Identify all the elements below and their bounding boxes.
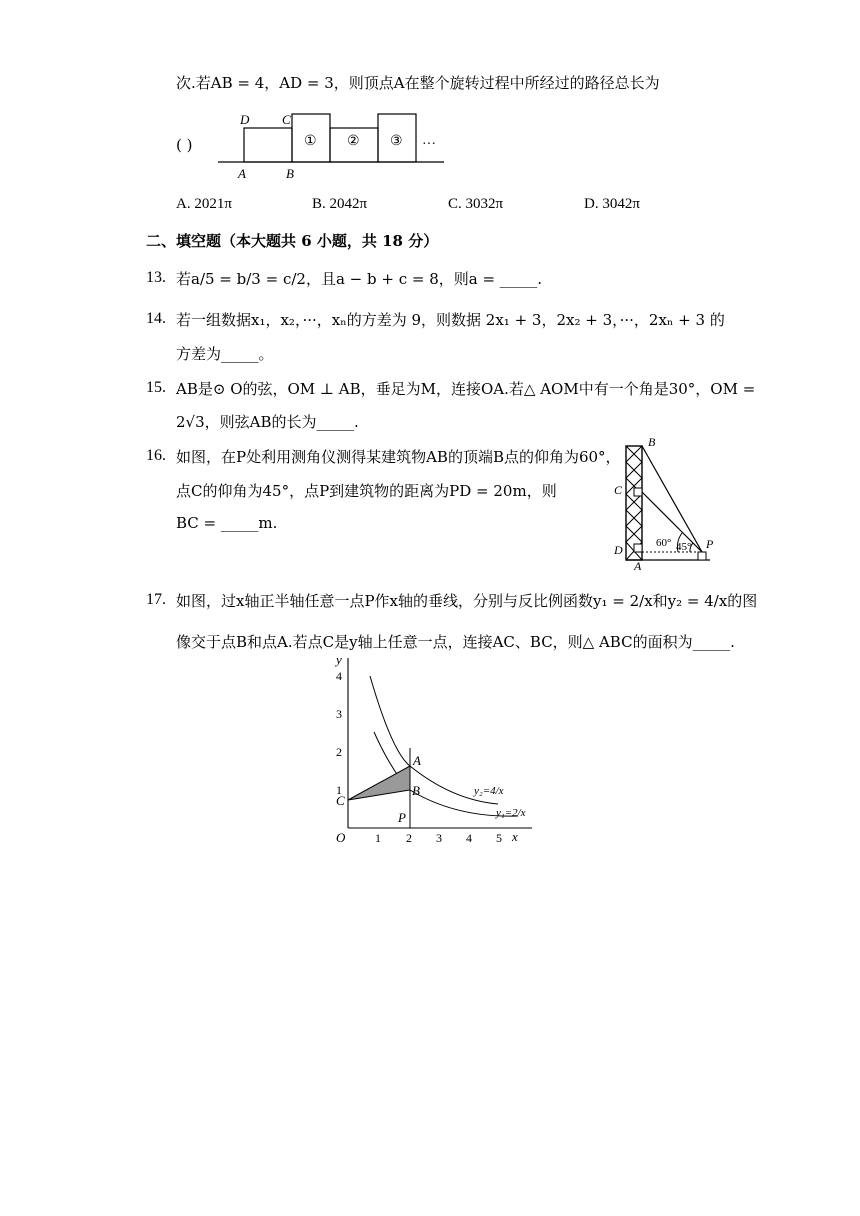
axis-y-label: y xyxy=(336,652,342,667)
y-tick-1: 1 xyxy=(336,783,342,797)
q14-line-1: 若一组数据x₁，x₂，···，xₙ的方差为 9，则数据 2x₁ + 3，2x₂ + 3，···，2xₙ + 3 的 xyxy=(176,311,725,329)
q13-line-1: 若a/5 = b/3 = c/2，且a − b + c = 8，则a = _____. xyxy=(176,270,543,288)
label-C: C xyxy=(282,112,291,127)
point-P: P xyxy=(398,810,406,825)
q12-option-b[interactable]: B. 2042π xyxy=(312,196,368,212)
q12-option-c[interactable]: C. 3032π xyxy=(448,196,504,212)
x-tick-5: 5 xyxy=(496,831,502,845)
label-3: ③ xyxy=(390,134,403,149)
q17-line-2: 像交于点B和点A.若点C是y轴上任意一点，连接AC、BC，则△ ABC的面积为_____. xyxy=(176,633,735,651)
q15-line-2: 2√3，则弦AB的长为_____. xyxy=(176,413,359,431)
q17-line-1: 如图，过x轴正半轴任意一点P作x轴的垂线，分别与反比例函数y₁ = 2/x和y₂ = 4/x的图 xyxy=(176,592,758,610)
point-A: A xyxy=(413,753,421,768)
q14-line-2: 方差为_____。 xyxy=(176,345,274,363)
origin-label: O xyxy=(336,830,346,845)
fig16-label-A: A xyxy=(634,559,642,570)
q12-answer-paren: ( ) xyxy=(176,136,193,154)
label-D: D xyxy=(240,112,250,127)
label-ellipsis: ··· xyxy=(422,137,436,152)
axis-x-label: x xyxy=(512,829,518,844)
q16-figure xyxy=(612,436,722,570)
x-tick-4: 4 xyxy=(466,831,472,845)
fig16-label-D: D xyxy=(614,543,623,557)
q12-option-a[interactable]: A. 2021π xyxy=(176,196,232,212)
x-tick-3: 3 xyxy=(436,831,442,845)
q15-number: 15. xyxy=(146,379,166,396)
label-A: A xyxy=(238,166,246,181)
x-tick-2: 2 xyxy=(406,831,412,845)
q17-graph xyxy=(332,652,542,848)
q12-figure xyxy=(214,108,454,182)
q12-stem-tail: 次.若AB = 4，AD = 3，则顶点A在整个旋转过程中所经过的路径总长为 xyxy=(176,74,660,92)
y-tick-2: 2 xyxy=(336,745,342,759)
q16-number: 16. xyxy=(146,447,166,464)
triangle-abc xyxy=(348,766,410,800)
label-B: B xyxy=(286,166,294,181)
label-2: ② xyxy=(347,134,360,149)
point-B: B xyxy=(412,783,420,798)
fig16-angle-45: 45° xyxy=(676,541,692,553)
q16-line-1: 如图，在P处利用测角仪测得某建筑物AB的顶端B点的仰角为60°， xyxy=(176,448,621,466)
q12-option-d[interactable]: D. 3042π xyxy=(584,196,640,212)
fig16-angle-60: 60° xyxy=(656,537,672,549)
q14-number: 14. xyxy=(146,310,166,327)
x-tick-1: 1 xyxy=(375,831,381,845)
section-heading: 二、填空题（本大题共 6 小题，共 18 分） xyxy=(146,232,439,250)
curve-label-y2: y₂=4/x xyxy=(474,785,504,797)
fig16-label-C: C xyxy=(614,483,623,497)
q16-line-3: BC = _____m. xyxy=(176,514,278,532)
label-1: ① xyxy=(304,134,317,149)
q13-number: 13. xyxy=(146,269,166,286)
q17-number: 17. xyxy=(146,591,166,608)
fig16-label-B: B xyxy=(648,436,656,449)
point-C: C xyxy=(336,793,345,808)
curve-label-y1: y₁=2/x xyxy=(496,807,526,819)
q15-line-1: AB是⊙ O的弦，OM ⊥ AB，垂足为M，连接OA.若△ AOM中有一个角是30°，OM = xyxy=(176,380,756,398)
y-tick-3: 3 xyxy=(336,707,342,721)
y-tick-4: 4 xyxy=(336,669,342,683)
fig16-label-P: P xyxy=(706,537,714,551)
q16-line-2: 点C的仰角为45°，点P到建筑物的距离为PD = 20m，则 xyxy=(176,482,557,500)
